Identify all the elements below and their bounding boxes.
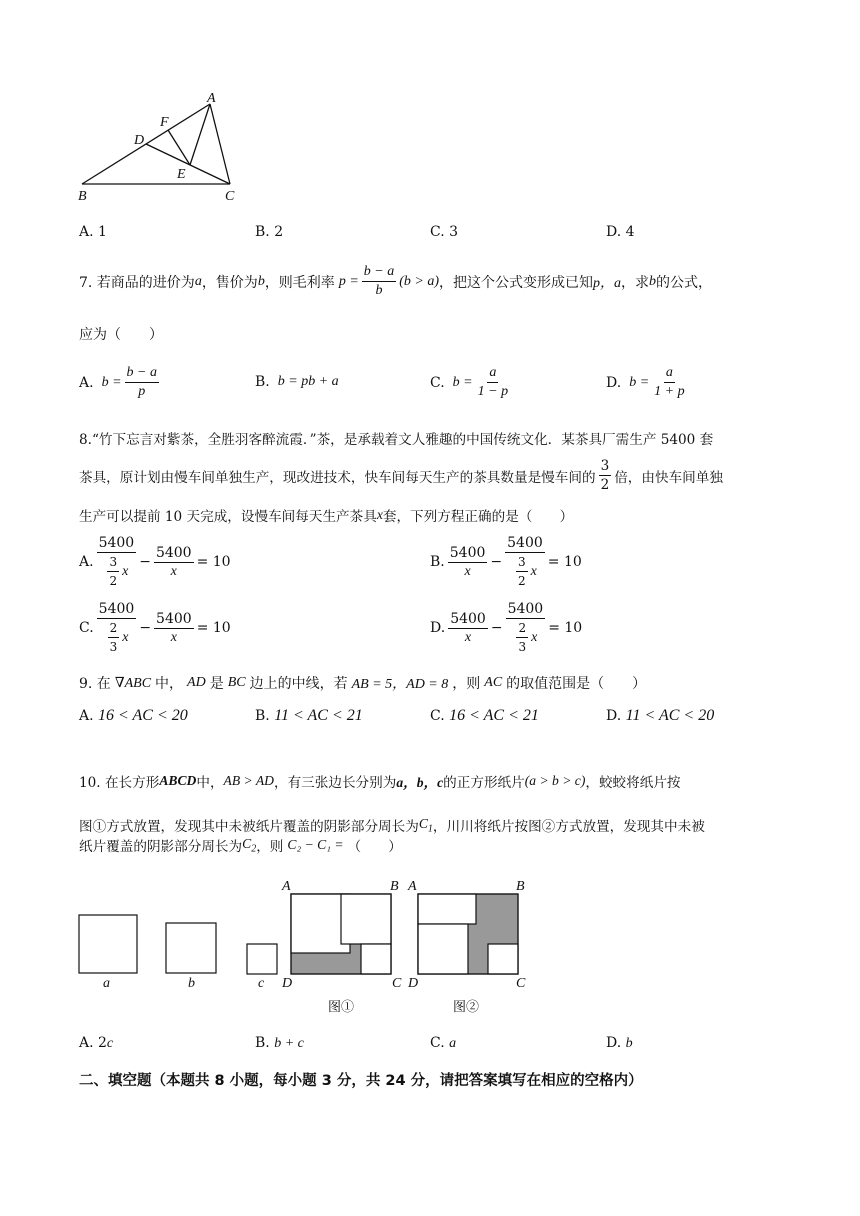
- q8-option-b: B. $\frac{5400}{x}$ − 5400 $\frac{3}{2}$ x = 10: [430, 535, 582, 588]
- fig1-label-D: D: [282, 976, 293, 991]
- q8-question-line1: 8.“竹下忘言对紫茶，全胜羽客醉流霞．”茶，是承载着文人雅趣的中国传统文化．某茶具厂需生产 5400 套: [79, 432, 714, 448]
- fig2-label-D: D: [408, 976, 419, 991]
- fig2-caption: 图②: [453, 1000, 480, 1015]
- q6-triangle-figure: [70, 88, 270, 208]
- figure-2: [418, 894, 518, 974]
- label-B: B: [78, 189, 87, 204]
- q8-option-a: A. 5400 $\frac{3}{2}$ x − $\frac{5400}{x}$ = 10: [79, 535, 231, 588]
- square-c-label: c: [258, 976, 265, 991]
- q10-option-a: A. 2c: [79, 1035, 114, 1051]
- q10-figures: [70, 872, 540, 1022]
- q7-option-a: A. b = $\frac{b - a}{p}$: [79, 365, 157, 399]
- q10-question-line2: 图①方式放置，发现其中未被纸片覆盖的阴影部分周长为 $C_1$ ，川川将纸片按图②方式放置，发现其中未被: [79, 815, 705, 835]
- fig1-label-A: A: [282, 879, 291, 894]
- q6-option-d: D. 4: [606, 224, 635, 240]
- fig1-label-C: C: [392, 976, 402, 991]
- q9-option-a: A. 16 < AC < 20: [79, 707, 188, 724]
- q8-question-line3: 生产可以提前 10 天完成，设慢车间每天生产茶具 x 套，下列方程正确的是（ ）: [79, 507, 574, 525]
- q6-option-a: A. 1: [79, 224, 107, 240]
- label-D: D: [134, 133, 145, 148]
- q9-option-c: C. 16 < AC < 21: [430, 707, 539, 724]
- q9-question: 9. 在 ∇ABC 中， AD 是 BC 边上的中线，若 AB = 5，AD = 8 ，则 AC 的取值范围是（ ）: [79, 675, 647, 692]
- q9-option-b: B. 11 < AC < 21: [255, 707, 363, 724]
- figure-1: [291, 894, 391, 974]
- fig1-caption: 图①: [328, 1000, 355, 1015]
- q7-question-line2: 应为（ ）: [79, 327, 163, 343]
- q9-option-d: D. 11 < AC < 20: [606, 707, 715, 724]
- fig2-label-A: A: [408, 879, 417, 894]
- label-A: A: [207, 91, 216, 106]
- square-b: [166, 923, 216, 973]
- q10-option-d: D. b: [606, 1035, 633, 1051]
- square-a: [79, 915, 137, 973]
- q10-question-line3: 纸片覆盖的阴影部分周长为 $C_2$ ，则 C₂ − C₁ = （ ）: [79, 835, 402, 855]
- label-E: E: [177, 167, 186, 182]
- q7-option-b: B. b = pb + a: [255, 374, 339, 390]
- q7-option-c: C. b = $\frac{a}{1 - p}$: [430, 365, 509, 399]
- q10-option-b: B. b + c: [255, 1035, 304, 1051]
- q7-question: 7. 若商品的进价为 a ，售价为 b ，则毛利率 p = $\frac{b - a}{b}$ (b > a) ，把这个公式变形成已知 p，a ，求 b 的公式，: [79, 264, 712, 298]
- q6-option-b: B. 2: [255, 224, 284, 240]
- q7-option-d: D. b = $\frac{a}{1 + p}$: [606, 365, 685, 399]
- square-b-label: b: [188, 976, 195, 991]
- q8-option-c: C. 5400 $\frac{2}{3}$ x − $\frac{5400}{x}$ = 10: [79, 601, 231, 654]
- fig1-label-B: B: [390, 879, 399, 894]
- section-2-heading: 二、填空题（本题共 8 小题，每小题 3 分，共 24 分，请把答案填写在相应的空格内）: [79, 1073, 643, 1089]
- fig2-label-C: C: [516, 976, 526, 991]
- q6-option-c: C. 3: [430, 224, 459, 240]
- q10-option-c: C. a: [430, 1035, 457, 1051]
- square-a-label: a: [103, 976, 110, 991]
- q8-option-d: D. $\frac{5400}{x}$ − 5400 $\frac{2}{3}$ x = 10: [430, 601, 583, 654]
- square-c: [247, 944, 277, 974]
- label-F: F: [160, 115, 169, 130]
- fig2-label-B: B: [516, 879, 525, 894]
- q10-question-line1: 10. 在长方形 ABCD 中， AB > AD ，有三张边长分别为 a，b，c 的正方形纸片 (a > b > c) ，蛟蛟将纸片按: [79, 773, 681, 791]
- label-C: C: [225, 189, 235, 204]
- q8-question-line2: 茶具，原计划由慢车间单独生产，现改进技术，快车间每天生产的茶具数量是慢车间的 $\frac{3}{2}$ 倍，由快车间单独: [79, 458, 723, 493]
